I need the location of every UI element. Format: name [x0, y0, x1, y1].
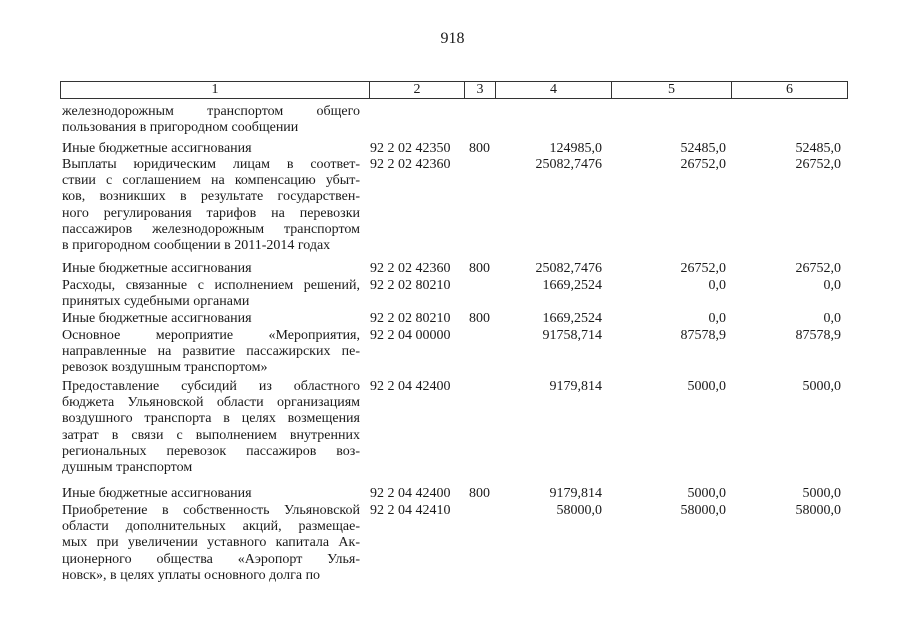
row-code: [370, 486, 465, 502]
row-col4: [490, 157, 602, 173]
row-col4-value: 91758,714: [542, 328, 602, 343]
row-col5-value: 5000,0: [687, 379, 726, 394]
row-col6: [730, 141, 841, 157]
row-name: [62, 328, 360, 377]
row-name-line: Иные бюджетные ассигнования: [62, 311, 252, 326]
row-code-value: 92 2 04 42410: [370, 503, 451, 518]
row-name-line: региональных перевозок пассажиров воз-: [62, 443, 360, 459]
row-col5-value: 0,0: [708, 278, 726, 293]
row-name-line: принятых судебными органами: [62, 294, 250, 310]
row-col5: [610, 157, 726, 173]
page-number: 918: [440, 30, 465, 47]
row-col6: [730, 379, 841, 395]
row-code: [370, 141, 465, 157]
row-col5: [610, 278, 726, 294]
row-name-line: области дополнительных акций, размещае-: [62, 519, 360, 535]
row-col4: [490, 486, 602, 502]
row-col5-value: 58000,0: [680, 503, 726, 518]
row-code-value: 92 2 04 42400: [370, 379, 451, 394]
row-col6-value: 26752,0: [795, 157, 841, 172]
row-col5-value: 52485,0: [680, 141, 726, 156]
row-col4: [490, 328, 602, 344]
row-col5: [610, 503, 726, 519]
row-name: [62, 104, 360, 136]
row-col6: [730, 311, 841, 327]
row-code: [370, 311, 465, 327]
row-code-value: 92 2 04 42400: [370, 486, 451, 501]
row-name-line: воздушного транспорта в целях возмещения: [62, 411, 360, 427]
row-name: [62, 379, 360, 476]
row-col5-value: 5000,0: [687, 486, 726, 501]
row-code: [370, 503, 465, 519]
header-col-4: 4: [496, 82, 612, 98]
row-name: [62, 141, 360, 157]
row-expense-type: 800: [469, 141, 490, 156]
row-col5-value: 87578,9: [680, 328, 726, 343]
row-col4-value: 1669,2524: [542, 278, 602, 293]
row-name-line: Основное мероприятие «Мероприятия,: [62, 328, 360, 343]
row-col6-value: 5000,0: [802, 486, 841, 501]
row-col5: [610, 311, 726, 327]
row-name: [62, 157, 360, 254]
row-name-line: пользования в пригородном сообщении: [62, 120, 299, 136]
row-col6-value: 58000,0: [795, 503, 841, 518]
row-name-line: ствии с соглашением на компенсацию убыт-: [62, 173, 360, 189]
row-col6: [730, 503, 841, 519]
row-col6-value: 0,0: [823, 311, 841, 326]
row-name-line: ревозок воздушным транспортом»: [62, 360, 268, 376]
row-expense-type: 800: [469, 261, 490, 276]
header-col-1: 1: [61, 82, 370, 98]
row-col6: [730, 328, 841, 344]
row-name: [62, 503, 360, 584]
row-col5: [610, 261, 726, 277]
row-expense-type: 800: [469, 486, 490, 501]
row-name-line: в пригородном сообщении в 2011-2014 годах: [62, 238, 331, 254]
row-col4-value: 1669,2524: [542, 311, 602, 326]
row-col6-value: 0,0: [823, 278, 841, 293]
row-name-line: ков, возникших в результате государствен-: [62, 189, 360, 205]
row-col6-value: 52485,0: [795, 141, 841, 156]
row-col6-value: 5000,0: [802, 379, 841, 394]
row-name-line: Расходы, связанные с исполнением решений,: [62, 278, 360, 293]
row-name-line: ционерного общества «Аэропорт Улья-: [62, 551, 360, 567]
header-col-2: 2: [370, 82, 465, 98]
row-col6: [730, 261, 841, 277]
row-code-value: 92 2 02 42360: [370, 261, 451, 276]
row-name-line: пассажиров железнодорожным транспортом: [62, 221, 360, 237]
row-col5: [610, 141, 726, 157]
row-col6: [730, 278, 841, 294]
row-name-line: Выплаты юридическим лицам в соответ-: [62, 157, 360, 172]
row-code-value: 92 2 02 42350: [370, 141, 451, 156]
row-code: [370, 379, 465, 395]
row-col4-value: 124985,0: [549, 141, 602, 156]
row-name-line: Предоставление субсидий из областного: [62, 379, 360, 394]
row-col4: [490, 379, 602, 395]
row-col5: [610, 379, 726, 395]
row-col4-value: 9179,814: [549, 379, 602, 394]
row-code-value: 92 2 02 80210: [370, 311, 451, 326]
row-col4-value: 58000,0: [556, 503, 602, 518]
row-name-line: затрат в связи с выполнением внутренних: [62, 427, 360, 443]
row-code: [370, 157, 465, 173]
row-code: [370, 261, 465, 277]
row-code-value: 92 2 02 42360: [370, 157, 451, 172]
row-col6: [730, 486, 841, 502]
row-name-line: бюджета Ульяновской области организациям: [62, 395, 360, 411]
header-col-5: 5: [612, 82, 732, 98]
row-name-line: мых при увеличении уставного капитала Ак-: [62, 535, 360, 551]
row-name-line: ного регулирования тарифов на перевозки: [62, 205, 360, 221]
row-name: [62, 261, 360, 277]
row-name-line: Иные бюджетные ассигнования: [62, 141, 252, 156]
row-name-line: Приобретение в собственность Ульяновской: [62, 503, 360, 518]
row-col5-value: 26752,0: [680, 261, 726, 276]
header-col-6: 6: [786, 82, 793, 97]
table-header: [60, 81, 848, 99]
row-col4: [490, 503, 602, 519]
row-name: [62, 311, 360, 327]
row-col5: [610, 486, 726, 502]
row-col5-value: 0,0: [708, 311, 726, 326]
row-name-line: душным транспортом: [62, 460, 193, 476]
row-col4: [490, 311, 602, 327]
row-col4: [490, 141, 602, 157]
row-name-line: Иные бюджетные ассигнования: [62, 486, 252, 501]
row-code: [370, 328, 465, 344]
row-code-value: 92 2 04 00000: [370, 328, 451, 343]
row-col4-value: 25082,7476: [535, 157, 602, 172]
row-name: [62, 486, 360, 502]
row-code-value: 92 2 02 80210: [370, 278, 451, 293]
row-name-line: новск», в целях уплаты основного долга по: [62, 567, 321, 583]
row-col5: [610, 328, 726, 344]
header-col-3: 3: [465, 82, 496, 98]
row-name-line: железнодорожным транспортом общего: [62, 104, 360, 119]
row-col6: [730, 157, 841, 173]
row-col6-value: 26752,0: [795, 261, 841, 276]
row-name-line: направленные на развитие пассажирских пе-: [62, 344, 360, 360]
row-code: [370, 278, 465, 294]
row-col4-value: 25082,7476: [535, 261, 602, 276]
row-col5-value: 26752,0: [680, 157, 726, 172]
row-col4-value: 9179,814: [549, 486, 602, 501]
row-col4: [490, 278, 602, 294]
row-name: [62, 278, 360, 310]
row-col4: [490, 261, 602, 277]
row-name-line: Иные бюджетные ассигнования: [62, 261, 252, 276]
row-col6-value: 87578,9: [795, 328, 841, 343]
row-expense-type: 800: [469, 311, 490, 326]
